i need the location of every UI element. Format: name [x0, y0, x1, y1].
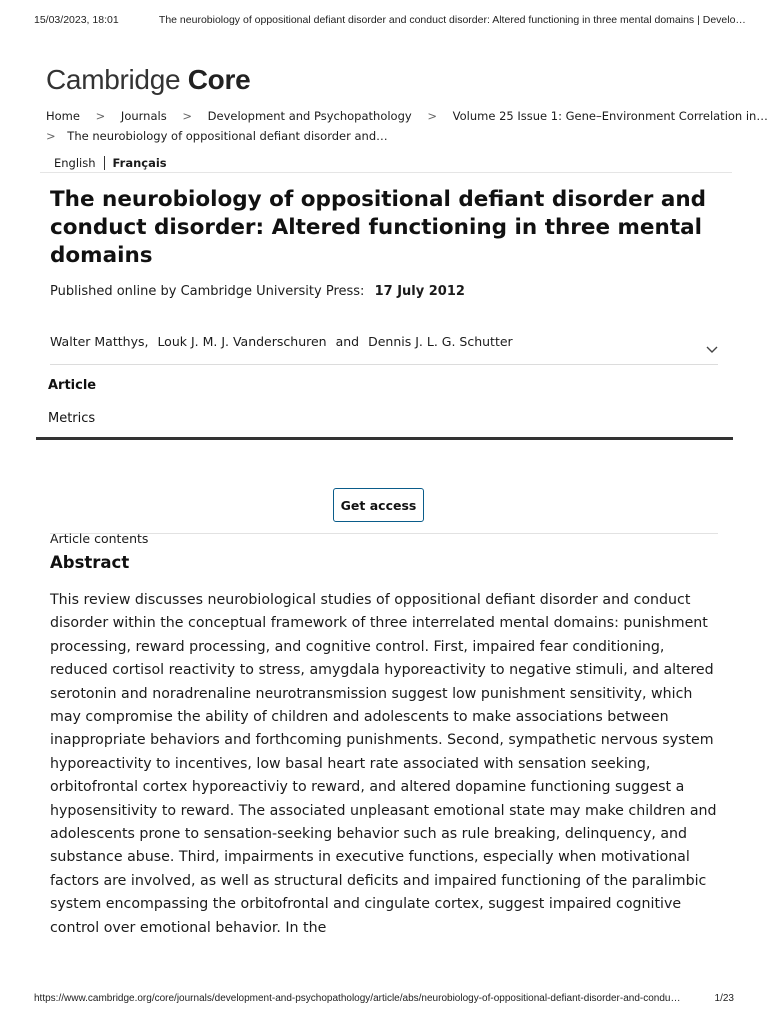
get-access-button[interactable]: Get access: [333, 488, 424, 522]
author-name[interactable]: Dennis J. L. G. Schutter: [368, 334, 513, 349]
print-page-number: 1/23: [714, 993, 734, 1004]
logo-text-cambridge: Cambridge: [46, 64, 181, 95]
breadcrumb-separator: >: [427, 109, 437, 123]
tabs-divider: [36, 437, 733, 440]
print-datetime: 15/03/2023, 18:01: [34, 14, 119, 26]
author-name[interactable]: Walter Matthys,: [50, 334, 149, 349]
language-english[interactable]: English: [54, 156, 105, 170]
breadcrumb-volume[interactable]: Volume 25 Issue 1: Gene–Environment Correlation in…: [452, 109, 768, 123]
breadcrumb-separator: >: [95, 109, 106, 123]
breadcrumb-separator: >: [182, 109, 192, 123]
breadcrumb: [46, 106, 768, 146]
divider: [40, 172, 732, 173]
print-doc-title: The neurobiology of oppositional defiant disorder and conduct disorder: Altered functioning in three mental domains | Develo…: [158, 14, 746, 26]
tab-article[interactable]: Article: [48, 378, 97, 393]
tab-metrics[interactable]: Metrics: [48, 411, 96, 426]
author-name[interactable]: Louk J. M. J. Vanderschuren: [157, 334, 327, 349]
breadcrumb-home[interactable]: Home: [46, 109, 80, 123]
article-title: The neurobiology of oppositional defiant disorder and conduct disorder: Altered functioning in three mental domains: [50, 187, 707, 268]
breadcrumb-article: The neurobiology of oppositional defiant disorder and…: [67, 129, 388, 143]
divider: [50, 533, 718, 534]
logo-text-core: Core: [187, 64, 251, 95]
published-info: [50, 284, 465, 299]
language-switcher: [54, 156, 167, 170]
breadcrumb-journals[interactable]: Journals: [120, 109, 167, 123]
language-french[interactable]: Français: [112, 156, 167, 170]
print-footer: [34, 993, 734, 1004]
published-label: Published online by Cambridge University Press:: [50, 284, 365, 299]
abstract-heading: Abstract: [50, 553, 130, 572]
article-contents-toggle[interactable]: Article contents: [50, 531, 149, 546]
print-url: https://www.cambridge.org/core/journals/development-and-psychopathology/article/abs/neurobiology-of-oppositional-defiant-disorder-and-condu…: [34, 993, 681, 1004]
breadcrumb-journal[interactable]: Development and Psychopathology: [207, 109, 412, 123]
cambridge-core-logo[interactable]: [46, 64, 250, 96]
chevron-down-icon[interactable]: [705, 343, 719, 357]
author-list: [50, 334, 518, 349]
print-header: [34, 14, 746, 26]
divider: [50, 364, 718, 365]
abstract-text: This review discusses neurobiological studies of oppositional defiant disorder and conduct disorder within the conceptual framework of three interrelated mental domains: punishment processing, reward processing, and cognitive control. First, impaired fear conditioning, reduced cortisol reactivity to stress, amygdala hyporeactivity to negative stimuli, and altered serotonin and noradrenaline neurotransmission suggest low punishment sensitivity, which may compromise the ability of children and adolescents to make associations between inappropriate behaviors and forthcoming punishments. Second, sympathetic nervous system hyporeactivity to incentives, low basal heart rate associated with sensation seeking, orbitofrontal cortex hyporeactiviy to reward, and altered dopamine functioning suggest a hyposensitivity to reward. The associated unpleasant emotional state may make children and adolescents prone to sensation-seeking behavior such as rule breaking, delinquency, and substance abuse. Third, impairments in executive functions, especially when motivational factors are involved, as well as structural deficits and impaired functioning of the paralimbic system encompassing the orbitofrontal and cingulate cortex, suggest impaired cognitive control over emotional behavior. In the: [50, 592, 717, 936]
breadcrumb-separator: >: [46, 129, 56, 143]
published-date: 17 July 2012: [374, 284, 465, 299]
author-conjunction: and: [335, 334, 360, 349]
